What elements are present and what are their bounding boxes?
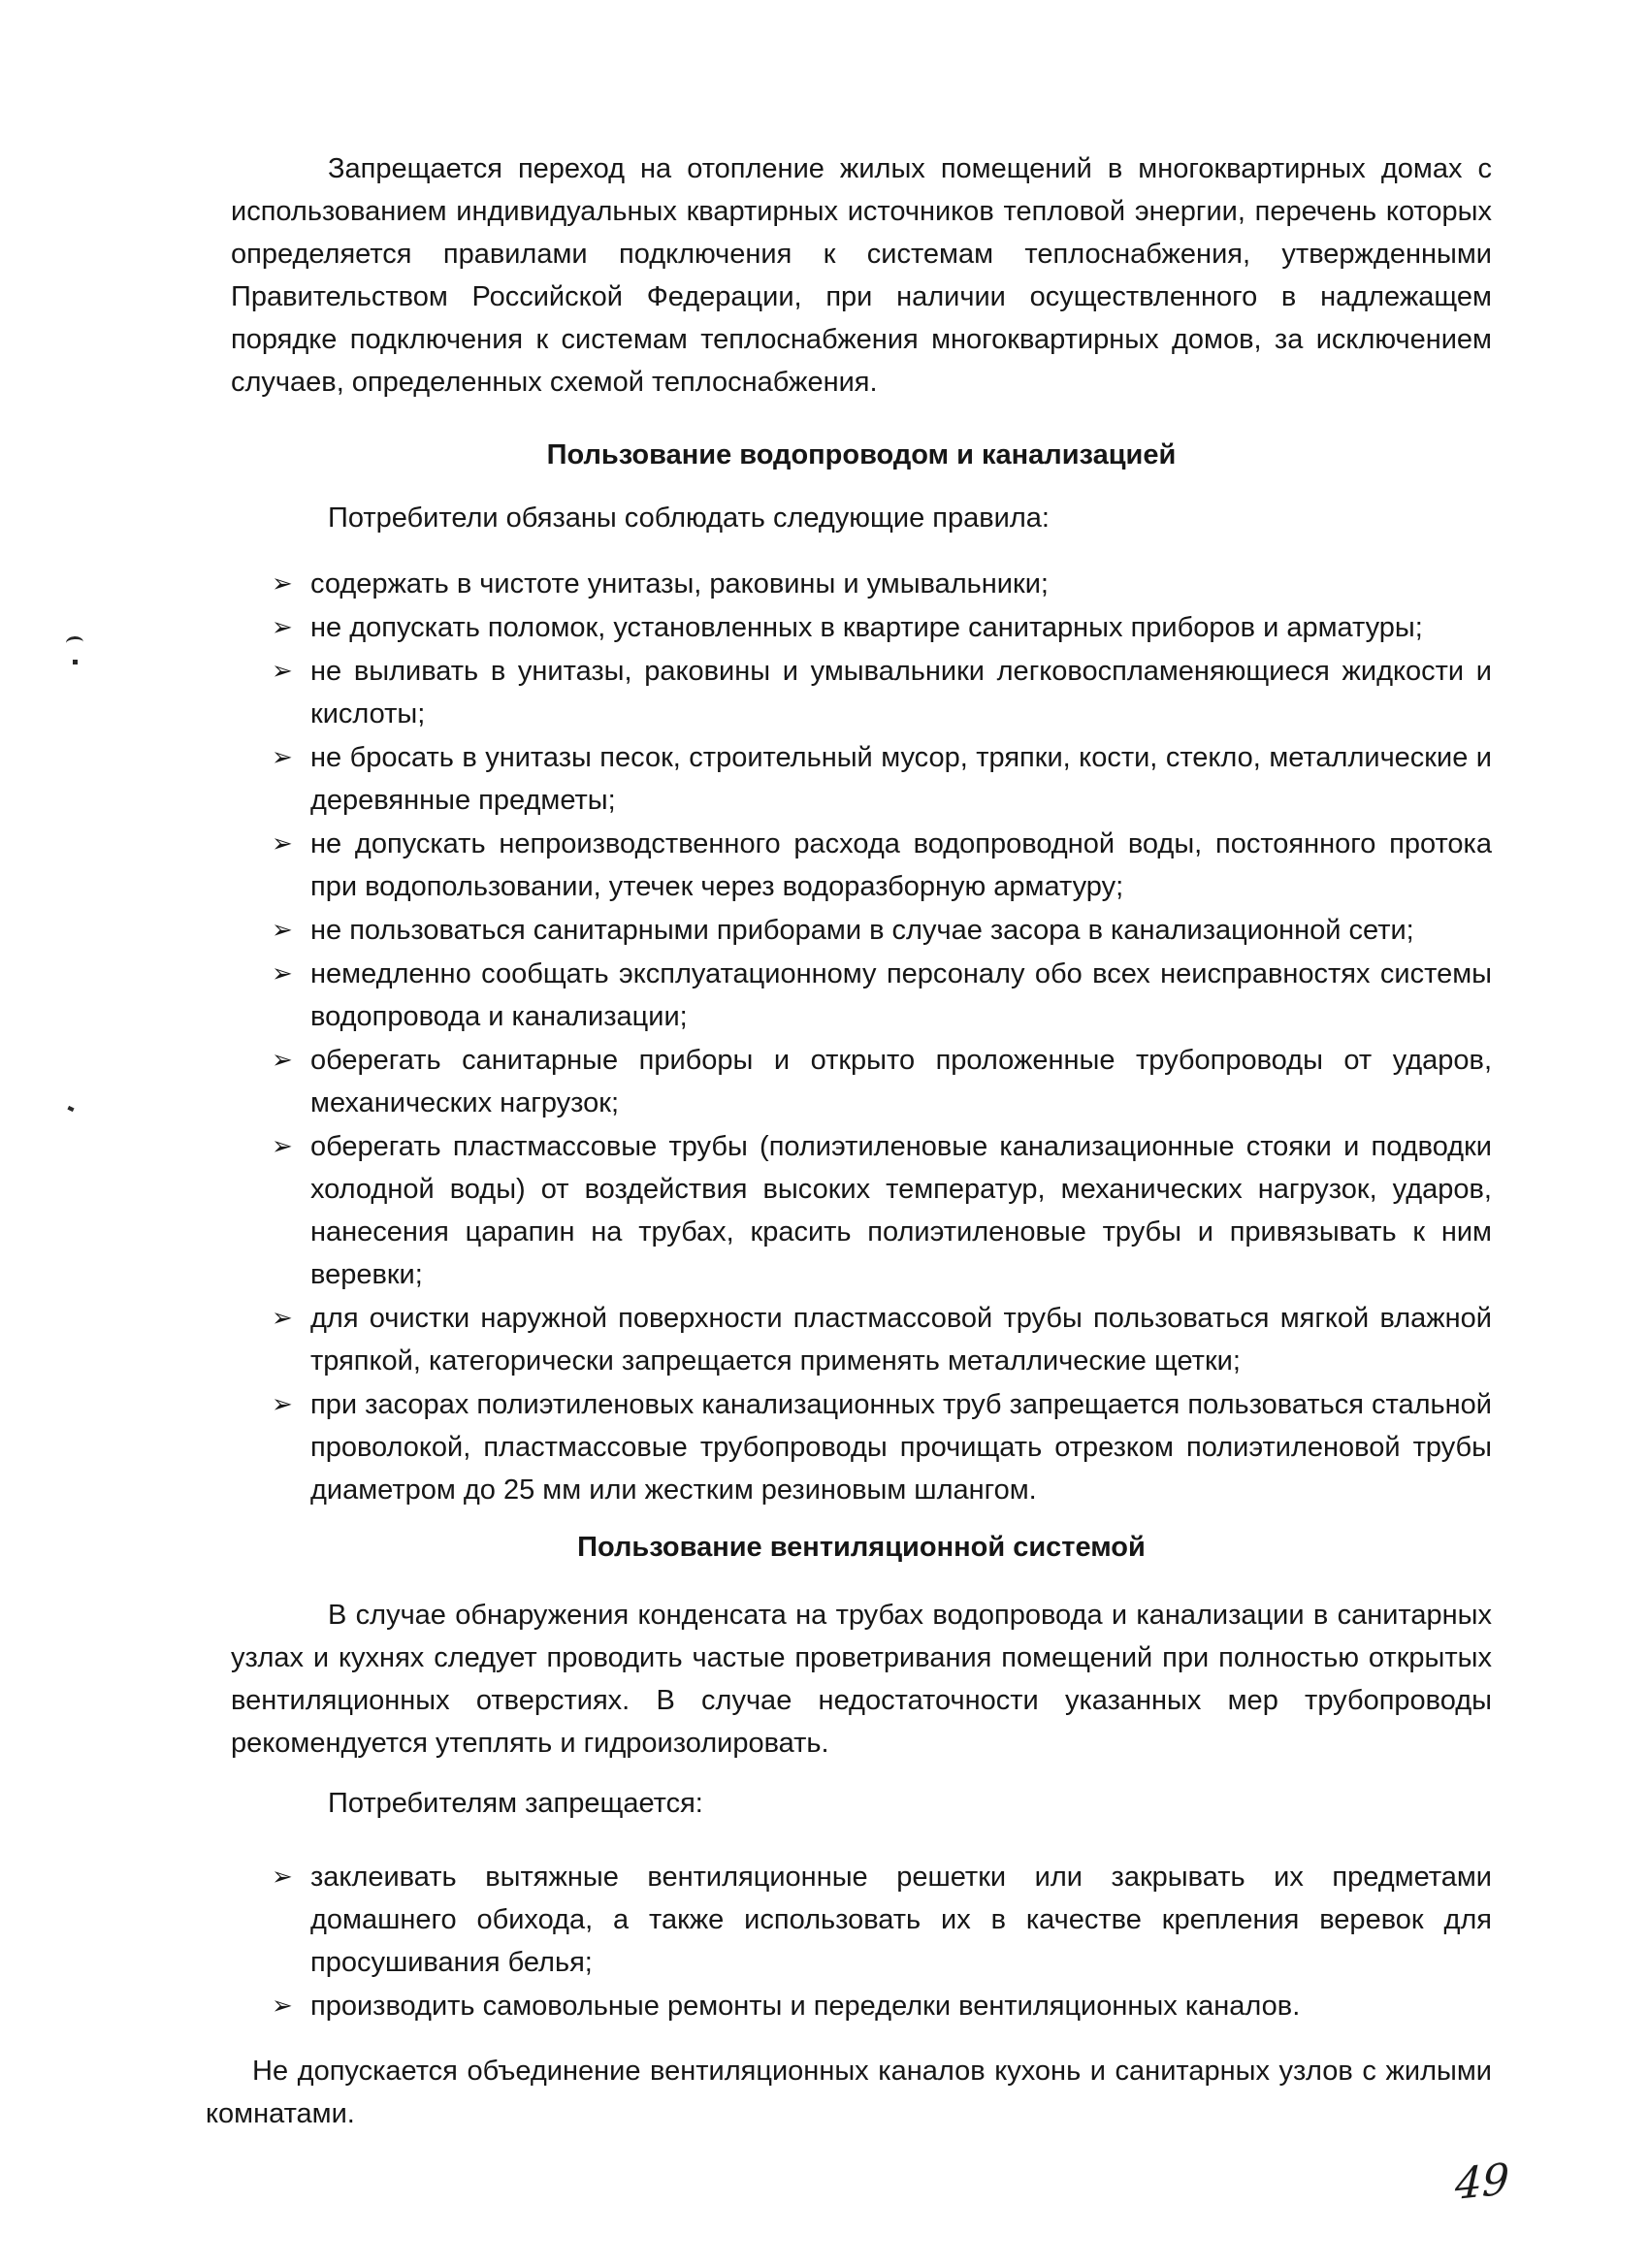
list-item-text: содержать в чистоте унитазы, раковины и умывальники; xyxy=(310,568,1049,599)
list-item xyxy=(272,563,1492,605)
water-rules-list xyxy=(231,563,1492,1511)
paragraph-no-duct-union: Не допускается объединение вентиляционных каналов кухонь и санитарных узлов с жилыми комнатами. xyxy=(206,2056,1492,2129)
section-heading-water-sewerage: Пользование водопроводом и канализацией xyxy=(546,439,1177,470)
paragraph-condensate: В случае обнаружения конденсата на трубах водопровода и канализации в санитарных узлах и кухнях следует проводить частые проветривания помещений при полностью открытых вентиляционных отверстиях. В случае недостаточности указанных мер трубопроводы рекомендуется утеплять и гидроизолировать. xyxy=(231,1600,1492,1759)
list-item-text: не допускать поломок, установленных в квартире санитарных приборов и арматуры; xyxy=(310,612,1423,643)
scan-artifact-dot xyxy=(67,1106,74,1112)
arrow-bullet-icon: ➢ xyxy=(272,829,293,859)
arrow-bullet-icon: ➢ xyxy=(272,916,293,945)
list-item-text: не бросать в унитазы песок, строительный мусор, тряпки, кости, стекло, металлические и деревянные предметы; xyxy=(310,742,1492,816)
paragraph-heating-ban: Запрещается переход на отопление жилых помещений в многоквартирных домах с использованием индивидуальных квартирных источников тепловой энергии, перечень которых определяется правилами подключения к системам теплоснабжения, утвержденными Правительством Российской Федерации, при наличии осуществленного в надлежащем порядке подключения к системам теплоснабжения многоквартирных домов, за исключением случаев, определенных схемой теплоснабжения. xyxy=(231,153,1492,398)
list-item xyxy=(272,1039,1492,1124)
arrow-bullet-icon: ➢ xyxy=(272,959,293,988)
arrow-bullet-icon: ➢ xyxy=(272,743,293,772)
section-heading-ventilation: Пользование вентиляционной системой xyxy=(577,1532,1146,1563)
arrow-bullet-icon: ➢ xyxy=(272,613,293,642)
list-item xyxy=(272,650,1492,735)
list-item-text: не выливать в унитазы, раковины и умывальники легковоспламеняющиеся жидкости и кислоты; xyxy=(310,656,1492,729)
list-item-text: немедленно сообщать эксплуатационному персоналу обо всех неисправностях системы водопровода и канализации; xyxy=(310,958,1492,1032)
arrow-bullet-icon: ➢ xyxy=(272,1046,293,1075)
arrow-bullet-icon: ➢ xyxy=(272,569,293,599)
ventilation-prohibited-list xyxy=(231,1856,1492,2027)
list-item-text: заклеивать вытяжные вентиляционные решетки или закрывать их предметами домашнего обихода, а также использовать их в качестве крепления веревок для просушивания белья; xyxy=(310,1862,1492,1978)
list-item xyxy=(272,1125,1492,1296)
list-item-text: при засорах полиэтиленовых канализационных труб запрещается пользоваться стальной проволокой, пластмассовые трубопроводы прочищать отрезком полиэтиленовой трубы диаметром до 25 мм или жестким резиновым шлангом. xyxy=(310,1389,1492,1506)
scan-artifact-arc xyxy=(66,635,84,649)
list-item xyxy=(272,736,1492,822)
list-item-text: оберегать санитарные приборы и открыто проложенные трубопроводы от ударов, механических нагрузок; xyxy=(310,1045,1492,1118)
arrow-bullet-icon: ➢ xyxy=(272,1304,293,1333)
arrow-bullet-icon: ➢ xyxy=(272,1390,293,1419)
scan-artifact-dot xyxy=(73,660,78,664)
list-item xyxy=(272,1297,1492,1382)
list-item xyxy=(272,1856,1492,1984)
list-item xyxy=(272,1985,1492,2027)
arrow-bullet-icon: ➢ xyxy=(272,657,293,686)
list-item-text: производить самовольные ремонты и переделки вентиляционных каналов. xyxy=(310,1991,1301,2022)
list-item xyxy=(272,909,1492,952)
list-item-text: не пользоваться санитарными приборами в случае засора в канализационной сети; xyxy=(310,915,1414,946)
arrow-bullet-icon: ➢ xyxy=(272,1992,293,2021)
list-item xyxy=(272,953,1492,1038)
list-item xyxy=(272,823,1492,908)
arrow-bullet-icon: ➢ xyxy=(272,1863,293,1892)
list-item xyxy=(272,606,1492,649)
handwritten-page-number: 49 xyxy=(1454,2154,1510,2211)
arrow-bullet-icon: ➢ xyxy=(272,1132,293,1161)
list-item-text: для очистки наружной поверхности пластмассовой трубы пользоваться мягкой влажной тряпкой, категорически запрещается применять металлические щетки; xyxy=(310,1303,1492,1377)
paragraph-prohibited-intro: Потребителям запрещается: xyxy=(328,1788,703,1819)
list-item-text: не допускать непроизводственного расхода водопроводной воды, постоянного протока при водопользовании, утечек через водоразборную арматуру; xyxy=(310,828,1492,902)
list-item xyxy=(272,1383,1492,1511)
list-item-text: оберегать пластмассовые трубы (полиэтиленовые канализационные стояки и подводки холодной воды) от воздействия высоких температур, механических нагрузок, ударов, нанесения царапин на трубах, красить полиэтиленовые трубы и привязывать к ним веревки; xyxy=(310,1131,1492,1290)
paragraph-water-intro: Потребители обязаны соблюдать следующие правила: xyxy=(328,502,1050,534)
